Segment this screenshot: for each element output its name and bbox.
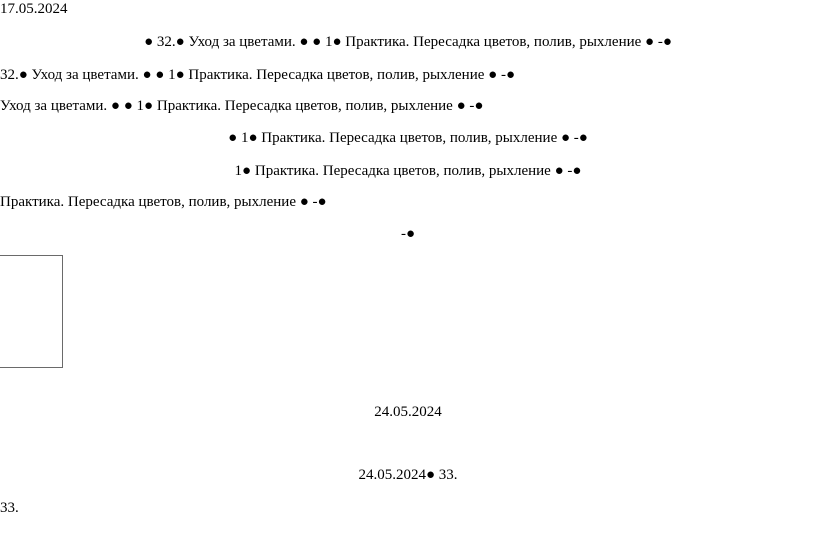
entry-line-5: 1● Практика. Пересадка цветов, полив, рыхление ● -● — [234, 163, 582, 179]
entry-line-2: 32.● Уход за цветами. ● ● 1● Практика. Пересадка цветов, полив, рыхление ● -● — [0, 67, 516, 83]
entry-line-4: ● 1● Практика. Пересадка цветов, полив, рыхление ● -● — [228, 130, 588, 146]
empty-frame — [0, 255, 63, 368]
lesson-number: 33. — [0, 500, 19, 516]
date-second-entry: 24.05.2024● 33. — [358, 467, 458, 483]
entry-line-7: -● — [400, 226, 416, 242]
entry-line-3: Уход за цветами. ● ● 1● Практика. Пересадка цветов, полив, рыхление ● -● — [0, 98, 484, 114]
date-second: 24.05.2024 — [374, 404, 442, 420]
entry-line-6: Практика. Пересадка цветов, полив, рыхление ● -● — [0, 194, 327, 210]
entry-line-1: ● 32.● Уход за цветами. ● ● 1● Практика. Пересадка цветов, полив, рыхление ● -● — [144, 34, 672, 50]
date-top: 17.05.2024 — [0, 1, 68, 17]
